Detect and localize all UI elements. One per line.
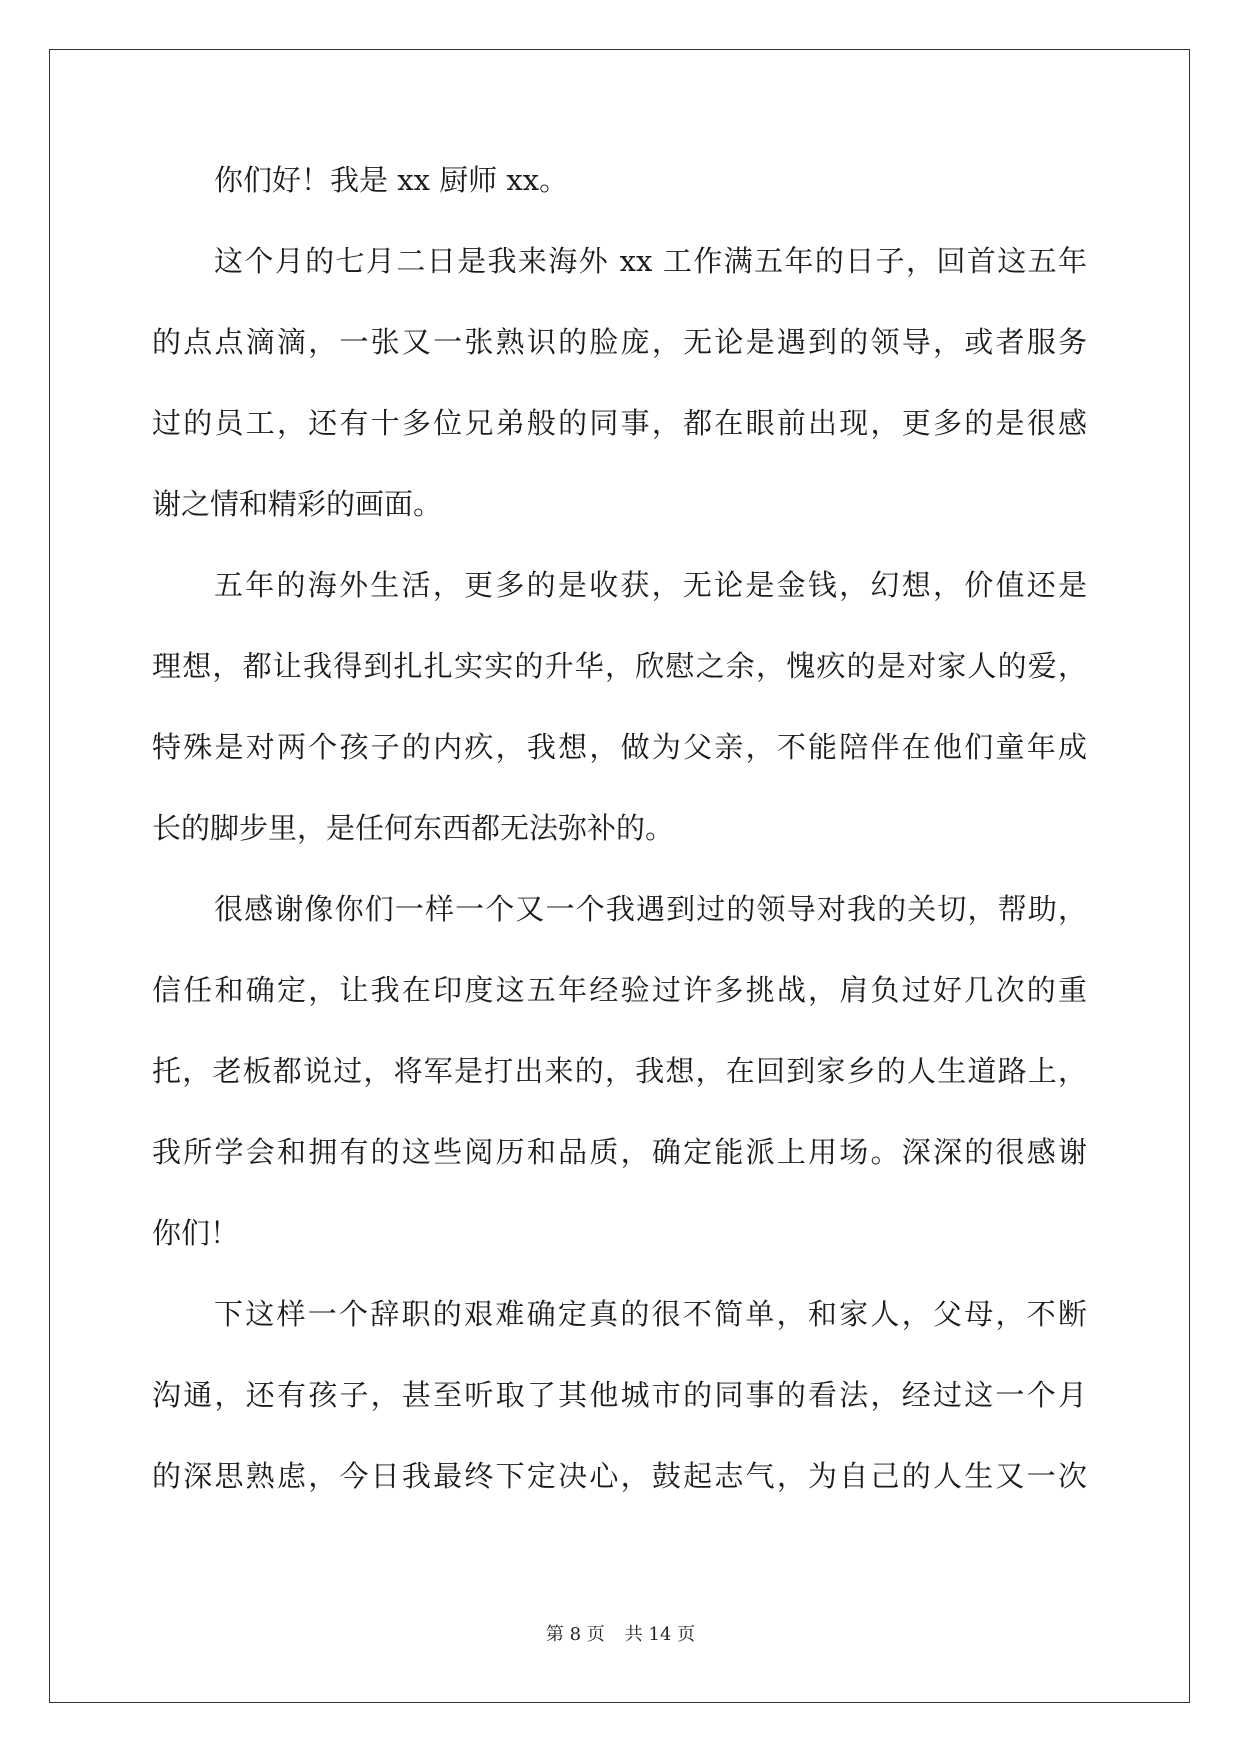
paragraph-4-line-5: 你们！ — [152, 1216, 240, 1250]
paragraph-4-line-1: 很感谢像你们一样一个又一个我遇到过的领导对我的关切，帮助， — [214, 892, 1087, 926]
page-footer — [0, 1623, 1241, 1647]
paragraph-3-line-2: 理想，都让我得到扎扎实实的升华，欣慰之余，愧疚的是对家人的爱， — [152, 649, 1087, 683]
paragraph-3-line-1: 五年的海外生活，更多的是收获，无论是金钱，幻想，价值还是 — [214, 568, 1087, 602]
paragraph-5-line-2: 沟通，还有孩子，甚至听取了其他城市的同事的看法，经过这一个月 — [152, 1378, 1087, 1412]
paragraph-3-line-4: 长的脚步里，是任何东西都无法弥补的。 — [152, 811, 675, 845]
paragraph-4-line-2: 信任和确定，让我在印度这五年经验过许多挑战，肩负过好几次的重 — [152, 973, 1087, 1007]
page-total: 共 14 页 — [624, 1624, 696, 1645]
paragraph-5-line-3: 的深思熟虑，今日我最终下定决心，鼓起志气，为自己的人生又一次 — [152, 1459, 1087, 1493]
page-number: 第 8 页 — [545, 1624, 605, 1645]
paragraph-2-line-3: 过的员工，还有十多位兄弟般的同事，都在眼前出现，更多的是很感 — [152, 406, 1087, 440]
paragraph-1-line-1: 你们好！我是 xx 厨师 xx。 — [214, 163, 569, 197]
paragraph-4-line-4: 我所学会和拥有的这些阅历和品质，确定能派上用场。深深的很感谢 — [152, 1135, 1087, 1169]
paragraph-3-line-3: 特殊是对两个孩子的内疚，我想，做为父亲，不能陪伴在他们童年成 — [152, 730, 1087, 764]
paragraph-4-line-3: 托，老板都说过，将军是打出来的，我想，在回到家乡的人生道路上， — [152, 1054, 1087, 1088]
paragraph-2-line-1: 这个月的七月二日是我来海外 xx 工作满五年的日子，回首这五年 — [214, 244, 1087, 278]
paragraph-5-line-1: 下这样一个辞职的艰难确定真的很不简单，和家人，父母，不断 — [214, 1297, 1087, 1331]
paragraph-2-line-4: 谢之情和精彩的画面。 — [152, 487, 443, 521]
document-body — [152, 160, 1087, 1537]
paragraph-2-line-2: 的点点滴滴，一张又一张熟识的脸庞，无论是遇到的领导，或者服务 — [152, 325, 1087, 359]
